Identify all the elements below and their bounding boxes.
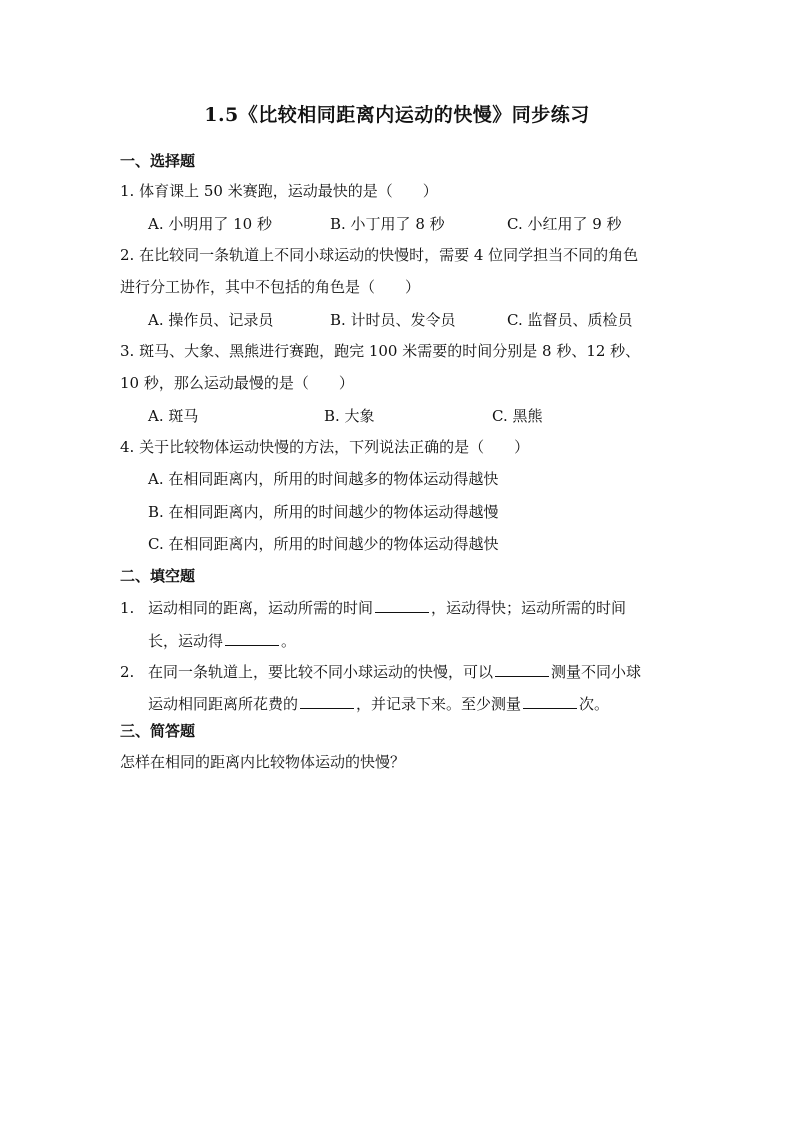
choice-q2-option-c: C. 监督员、质检员: [507, 311, 633, 329]
fill-q1-blank-1[interactable]: [375, 598, 429, 613]
fill-q2-line2: [148, 693, 609, 714]
choice-q1-stem: 1. 体育课上 50 米赛跑，运动最快的是（ ）: [120, 182, 438, 200]
fill-q2-text-3: 运动相同距离所花费的: [148, 695, 299, 713]
fill-q1-number: 1.: [120, 599, 135, 617]
fill-q1-line2: [148, 630, 296, 651]
section-heading-choice: 一、选择题: [120, 152, 196, 170]
fill-q2-text-2: 测量不同小球: [551, 663, 642, 681]
fill-q1-text-2: ，运动得快；运动所需的时间: [431, 599, 627, 617]
fill-q1-line1: [120, 597, 626, 618]
choice-q2-option-a: A. 操作员、记录员: [148, 311, 274, 329]
fill-q1-text-1: 运动相同的距离，运动所需的时间: [148, 599, 374, 617]
choice-q3-stem-line2: 10 秒，那么运动最慢的是（ ）: [120, 374, 354, 392]
fill-q2-number: 2.: [120, 663, 135, 681]
choice-q4-option-a: A. 在相同距离内，所用的时间越多的物体运动得越快: [148, 470, 499, 488]
fill-q1-text-4: 。: [281, 632, 297, 650]
section-heading-fill: 二、填空题: [120, 567, 196, 585]
choice-q3-stem-line1: 3. 斑马、大象、黑熊进行赛跑，跑完 100 米需要的时间分别是 8 秒、12 秒、: [120, 342, 641, 360]
fill-q2-blank-3[interactable]: [523, 694, 577, 709]
choice-q4-option-b: B. 在相同距离内，所用的时间越少的物体运动得越慢: [148, 503, 499, 521]
fill-q2-line1: [120, 661, 641, 682]
fill-q1-text-3: 长，运动得: [148, 632, 224, 650]
choice-q4-stem: 4. 关于比较物体运动快慢的方法，下列说法正确的是（ ）: [120, 438, 530, 456]
choice-q4-option-c: C. 在相同距离内，所用的时间越少的物体运动得越快: [148, 535, 499, 553]
choice-q1-option-a: A. 小明用了 10 秒: [148, 215, 272, 233]
choice-q3-option-b: B. 大象: [324, 407, 375, 425]
choice-q3-option-c: C. 黑熊: [492, 407, 543, 425]
fill-q2-text-1: 在同一条轨道上，要比较不同小球运动的快慢，可以: [148, 663, 494, 681]
choice-q1-option-b: B. 小丁用了 8 秒: [330, 215, 445, 233]
fill-q2-blank-1[interactable]: [495, 662, 549, 677]
fill-q1-blank-2[interactable]: [225, 631, 279, 646]
choice-q3-option-a: A. 斑马: [148, 407, 199, 425]
short-answer-q1: 怎样在相同的距离内比较物体运动的快慢？: [120, 753, 406, 771]
choice-q2-stem-line2: 进行分工协作，其中不包括的角色是（ ）: [120, 278, 421, 296]
fill-q2-blank-2[interactable]: [300, 694, 354, 709]
choice-q1-option-c: C. 小红用了 9 秒: [507, 215, 622, 233]
fill-q2-text-5: 次。: [579, 695, 610, 713]
fill-q2-text-4: ，并记录下来。至少测量: [356, 695, 522, 713]
page-title: 1.5《比较相同距离内运动的快慢》同步练习: [204, 104, 590, 126]
choice-q2-stem-line1: 2. 在比较同一条轨道上不同小球运动的快慢时，需要 4 位同学担当不同的角色: [120, 246, 639, 264]
choice-q2-option-b: B. 计时员、发令员: [330, 311, 456, 329]
section-heading-short-answer: 三、简答题: [120, 722, 196, 740]
